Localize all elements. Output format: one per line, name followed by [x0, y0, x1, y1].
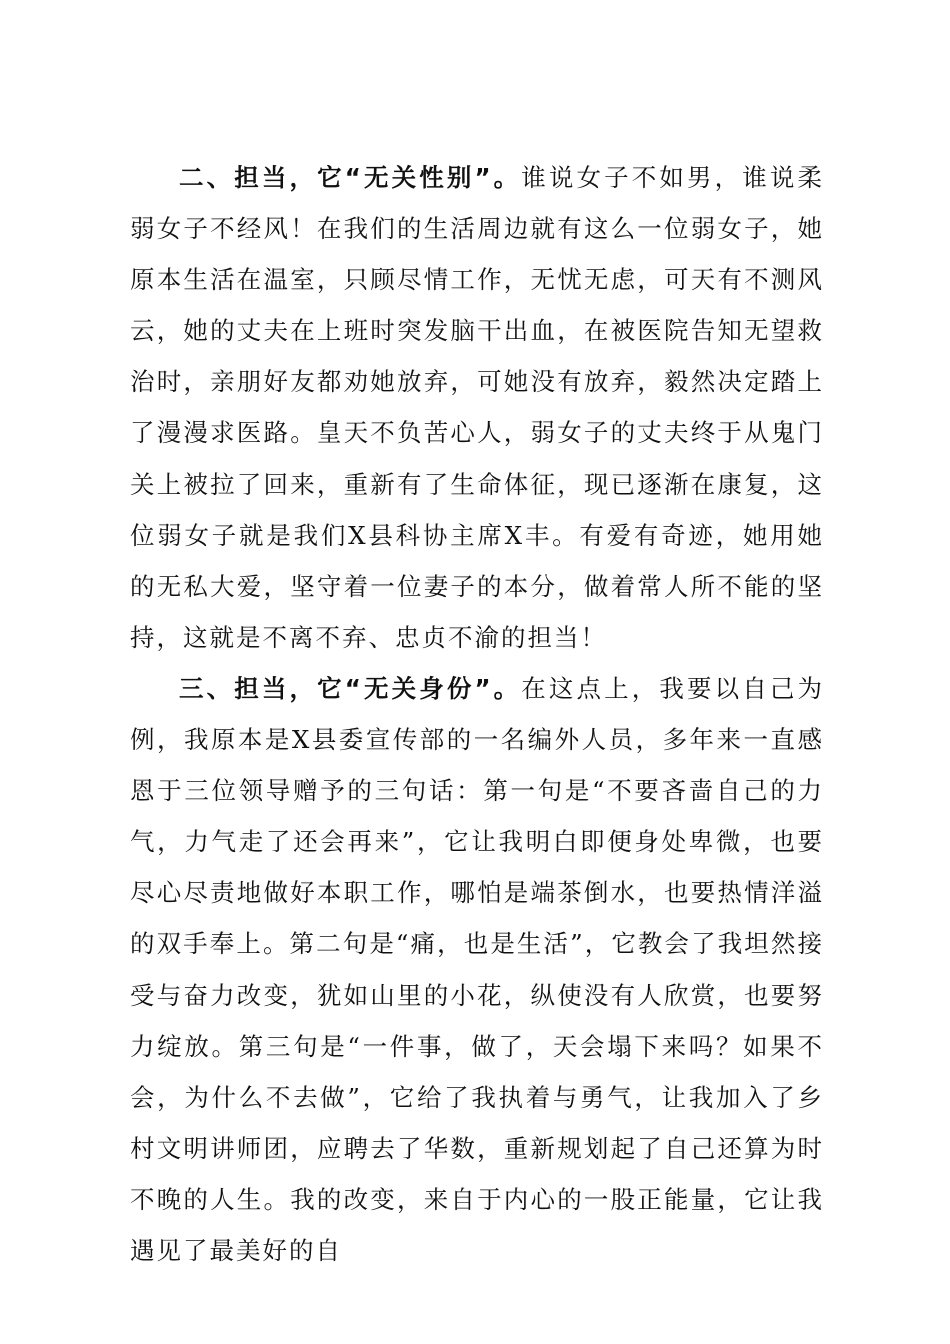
paragraph-text: 谁说女子不如男，谁说柔弱女子不经风！在我们的生活周边就有这么一位弱女子，她原本生活在温室，只顾尽情工作，无忧无虑，可天有不测风云，她的丈夫在上班时突发脑干出血，在被医院告知无望救治时，亲朋好友都劝她放弃，可她没有放弃，毅然决定踏上了漫漫求医路。皇天不负苦心人，弱女子的丈夫终于从鬼门关上被拉了回来，重新有了生命体征，现已逐渐在康复，这位弱女子就是我们X县科协主席X丰。有爱有奇迹，她用她的无私大爱，坚守着一位妻子的本分，做着常人所不能的坚持，这就是不离不弃、忠贞不渝的担当！	[130, 163, 825, 652]
paragraph-text: 在这点上，我要以自己为例，我原本是X县委宣传部的一名编外人员，多年来一直感恩于三位领导赠予的三句话：第一句是“不要吝啬自己的力气，力气走了还会再来”，它让我明白即便身处卑微，也要尽心尽责地做好本职工作，哪怕是端茶倒水，也要热情洋溢的双手奉上。第二句是“痛，也是生活”，它教会了我坦然接受与奋力改变，犹如山里的小花，纵使没有人欣赏，也要努力绽放。第三句是“一件事，做了，天会塌下来吗？如果不会，为什么不去做”，它给了我执着与勇气，让我加入了乡村文明讲师团，应聘去了华数，重新规划起了自己还算为时不晚的人生。我的改变，来自于内心的一股正能量，它让我遇见了最美好的自	[130, 673, 825, 1265]
paragraph-heading: 二、担当，它“无关性别”。	[179, 163, 522, 192]
document-body	[130, 152, 824, 1276]
paragraph-heading: 三、担当，它“无关身份”。	[179, 673, 522, 703]
paragraph-section-three	[130, 663, 824, 1276]
paragraph-section-two	[130, 152, 824, 663]
